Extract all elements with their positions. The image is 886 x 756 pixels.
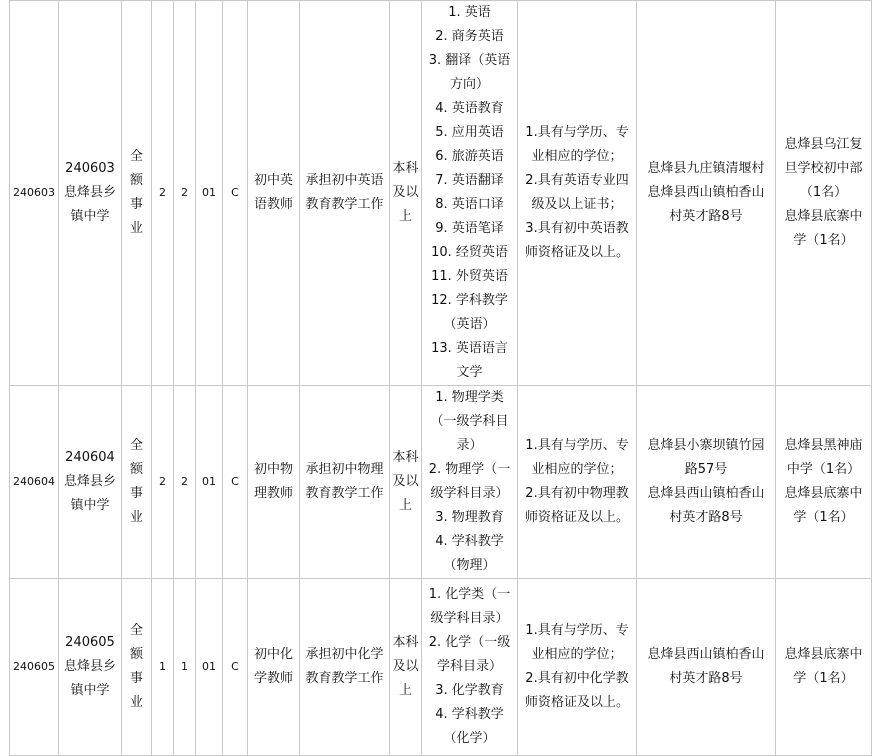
plan-count-cell: 2 [152, 1, 174, 386]
cell-line: 全 [129, 438, 143, 453]
cell-line: 方向） [449, 77, 489, 92]
duty-cell [300, 386, 390, 579]
fund-type-cell [122, 579, 152, 756]
cell-line: 3.具有初中英语教 [525, 221, 629, 236]
cell-line: 2. 商务英语 [435, 29, 504, 44]
cell-line: 12. 学科教学 [431, 293, 508, 308]
table-body [10, 1, 872, 756]
education-cell [390, 579, 422, 756]
cell-line: 事 [129, 197, 143, 212]
cell-line: 级学科目录） [430, 611, 509, 626]
cell-line: 师资格证及以上。 [524, 510, 629, 525]
requirements-cell [518, 579, 637, 756]
cell-line: 教育教学工作 [305, 197, 384, 212]
duty-cell [300, 1, 390, 386]
cell-line: 录） [456, 438, 483, 453]
cell-line: （物理） [443, 558, 496, 573]
address-cell [637, 386, 776, 579]
cell-line: 教育教学工作 [305, 671, 384, 686]
address-cell [637, 1, 776, 386]
cell-line: 息烽县底寨中 [784, 209, 863, 224]
cell-line: （化学） [443, 731, 496, 746]
plan-count-cell: 2 [152, 386, 174, 579]
cell-line: 2.具有初中化学教 [525, 671, 629, 686]
cell-line: 10. 经贸英语 [431, 245, 508, 260]
cell-line: 承担初中英语 [305, 173, 384, 188]
cell-line: 学（1名） [793, 671, 854, 686]
cell-line: 2. 物理学（一 [428, 462, 511, 477]
table-row [10, 386, 872, 579]
hire-count-cell: 2 [174, 1, 196, 386]
cell-line: 本科 [392, 450, 419, 465]
cell-line: 及以 [392, 474, 419, 489]
category-cell: C [223, 1, 248, 386]
cell-line: 息烽县乡 [63, 659, 116, 674]
cell-line: 学教师 [253, 671, 293, 686]
cell-line: 息烽县乡 [63, 474, 116, 489]
cell-line: 镇中学 [70, 209, 110, 224]
cell-line: 4. 学科教学 [435, 534, 504, 549]
cell-line: 息烽县西山镇柏香山 [647, 647, 765, 662]
cell-line: （一级学科目 [430, 414, 509, 429]
cell-line: 旦学校初中部 [784, 161, 863, 176]
cell-line: 4. 学科教学 [435, 707, 504, 722]
position-seq-cell: 01 [196, 1, 223, 386]
plan-count-cell: 1 [152, 579, 174, 756]
cell-line: 初中英 [253, 173, 293, 188]
cell-line: 1. 物理学类 [435, 390, 504, 405]
cell-line: 村英才路8号 [669, 510, 743, 525]
post-name-cell [248, 579, 300, 756]
majors-cell [422, 579, 518, 756]
cell-line: 业相应的学位； [531, 647, 623, 662]
cell-line: 路57号 [684, 462, 728, 477]
cell-line: 学（1名） [793, 233, 854, 248]
cell-line: 业 [129, 510, 143, 525]
cell-line: 上 [398, 209, 412, 224]
cell-line: 9. 英语笔译 [435, 221, 504, 236]
cell-line: 镇中学 [70, 498, 110, 513]
cell-line: 8. 英语口译 [435, 197, 504, 212]
cell-line: 本科 [392, 161, 419, 176]
cell-line: 3. 化学教育 [435, 683, 504, 698]
cell-line: 息烽县底寨中 [784, 486, 863, 501]
cell-line: 息烽县黑神庙 [784, 438, 863, 453]
position-seq-cell: 01 [196, 579, 223, 756]
hire-count-cell: 1 [174, 579, 196, 756]
cell-line: 及以 [392, 659, 419, 674]
cell-line: 1.具有与学历、专 [525, 438, 629, 453]
hire-count-cell: 2 [174, 386, 196, 579]
cell-line: 息烽县底寨中 [784, 647, 863, 662]
cell-line: （英语） [443, 317, 496, 332]
cell-line: 文学 [456, 365, 483, 380]
cell-line: 理教师 [253, 486, 293, 501]
cell-line: 息烽县乌江复 [784, 137, 863, 152]
cell-line: 息烽县西山镇柏香山 [647, 486, 765, 501]
cell-line: 业 [129, 221, 143, 236]
cell-line: 息烽县小寨坝镇竹园 [647, 438, 765, 453]
cell-line: 2.具有初中物理教 [525, 486, 629, 501]
cell-line: 1.具有与学历、专 [525, 125, 629, 140]
cell-line: 承担初中物理 [305, 462, 384, 477]
cell-line: 中学（1名） [786, 462, 861, 477]
cell-line: 师资格证及以上。 [524, 695, 629, 710]
cell-line: 村英才路8号 [669, 671, 743, 686]
table-row [10, 579, 872, 756]
cell-line: 承担初中化学 [305, 647, 384, 662]
cell-line: 11. 外贸英语 [431, 269, 508, 284]
cell-line: 语教师 [253, 197, 293, 212]
cell-line: 及以 [392, 185, 419, 200]
category-cell: C [223, 579, 248, 756]
cell-line: 镇中学 [70, 683, 110, 698]
cell-line: 上 [398, 498, 412, 513]
cell-line: 学（1名） [793, 510, 854, 525]
fund-type-cell [122, 386, 152, 579]
cell-line: 7. 英语翻译 [435, 173, 504, 188]
cell-line: 业相应的学位； [531, 462, 623, 477]
address-cell [637, 579, 776, 756]
cell-line: 4. 英语教育 [435, 101, 504, 116]
duty-cell [300, 579, 390, 756]
cell-line: 2. 化学（一级 [428, 635, 511, 650]
unit-cell [59, 1, 122, 386]
cell-line: 事 [129, 486, 143, 501]
category-cell: C [223, 386, 248, 579]
cell-line: 240603 [65, 161, 115, 176]
cell-line: 240604 [65, 450, 115, 465]
cell-line: 5. 应用英语 [435, 125, 504, 140]
cell-line: 1.具有与学历、专 [525, 623, 629, 638]
distribution-cell [776, 386, 872, 579]
distribution-cell [776, 579, 872, 756]
cell-line: 师资格证及以上。 [524, 245, 629, 260]
cell-line: 学科目录） [436, 659, 502, 674]
requirements-cell [518, 386, 637, 579]
fund-type-cell [122, 1, 152, 386]
job-table [9, 0, 872, 756]
job-code-cell: 240603 [10, 1, 59, 386]
post-name-cell [248, 386, 300, 579]
job-code-cell: 240604 [10, 386, 59, 579]
majors-cell [422, 1, 518, 386]
cell-line: 额 [129, 462, 143, 477]
cell-line: 额 [129, 173, 143, 188]
cell-line: 全 [129, 149, 143, 164]
cell-line: 教育教学工作 [305, 486, 384, 501]
cell-line: 级及以上证书； [531, 197, 623, 212]
unit-cell [59, 386, 122, 579]
cell-line: 额 [129, 647, 143, 662]
cell-line: 13. 英语语言 [431, 341, 508, 356]
cell-line: 业相应的学位； [531, 149, 623, 164]
cell-line: 村英才路8号 [669, 209, 743, 224]
cell-line: （1名） [799, 185, 848, 200]
cell-line: 240605 [65, 635, 115, 650]
cell-line: 初中物 [253, 462, 293, 477]
distribution-cell [776, 1, 872, 386]
cell-line: 业 [129, 695, 143, 710]
cell-line: 3. 翻译（英语 [428, 53, 511, 68]
cell-line: 息烽县乡 [63, 185, 116, 200]
cell-line: 上 [398, 683, 412, 698]
post-name-cell [248, 1, 300, 386]
cell-line: 3. 物理教育 [435, 510, 504, 525]
position-seq-cell: 01 [196, 386, 223, 579]
cell-line: 1. 英语 [448, 5, 491, 20]
cell-line: 事 [129, 671, 143, 686]
cell-line: 2.具有英语专业四 [525, 173, 629, 188]
job-code-cell: 240605 [10, 579, 59, 756]
unit-cell [59, 579, 122, 756]
requirements-cell [518, 1, 637, 386]
cell-line: 1. 化学类（一 [428, 587, 511, 602]
cell-line: 初中化 [253, 647, 293, 662]
cell-line: 息烽县西山镇柏香山 [647, 185, 765, 200]
education-cell [390, 1, 422, 386]
cell-line: 级学科目录） [430, 486, 509, 501]
majors-cell [422, 386, 518, 579]
table-row [10, 1, 872, 386]
cell-line: 本科 [392, 635, 419, 650]
cell-line: 6. 旅游英语 [435, 149, 504, 164]
cell-line: 息烽县九庄镇清堰村 [647, 161, 765, 176]
education-cell [390, 386, 422, 579]
cell-line: 全 [129, 623, 143, 638]
